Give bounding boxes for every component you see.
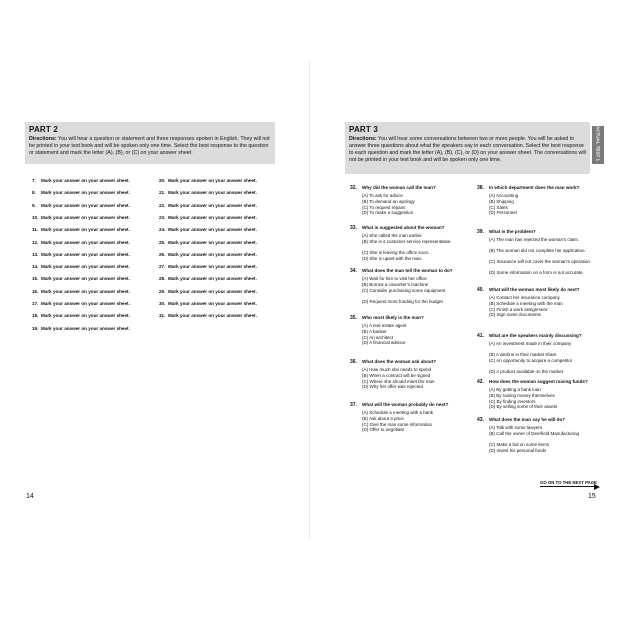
answer-text: Mark your answer on your answer sheet.	[41, 301, 130, 306]
question-text: What will the woman probably do next?	[362, 402, 449, 407]
answer-option: (B) The woman did not complete her application.	[489, 248, 586, 253]
answer-text: Mark your answer on your answer sheet.	[41, 239, 130, 245]
question-number: 42.	[477, 379, 484, 385]
question-text: What is suggested about the woman?	[362, 225, 445, 230]
answer-number: 13.	[32, 251, 39, 257]
answer-item	[32, 178, 130, 183]
answer-text: Mark your answer on your answer sheet.	[168, 227, 257, 233]
answer-text: Mark your answer on your answer sheet.	[41, 264, 130, 270]
answer-text: Mark your answer on your answer sheet.	[41, 214, 130, 220]
answer-text: Mark your answer on your answer sheet.	[168, 214, 257, 220]
answer-option: (B) Shipping	[489, 198, 514, 204]
answer-text: Mark your answer on your answer sheet.	[168, 251, 257, 257]
question-text: Why did the woman call the man?	[362, 185, 436, 190]
answer-number: 12.	[32, 239, 39, 245]
arrow-right-icon	[594, 484, 600, 490]
answer-option: (D) She is upset with the man.	[362, 255, 423, 261]
answer-item	[159, 301, 257, 306]
answer-option: (C) An architect	[362, 334, 394, 340]
question-text: What does the man tell the woman to do?	[362, 268, 453, 273]
answer-text: Mark your answer on your answer sheet.	[41, 227, 130, 233]
question-number: 37.	[350, 402, 357, 408]
answer-number: 28.	[159, 276, 166, 282]
question-number: 35.	[350, 315, 357, 321]
answer-option: (B) By raising money themselves	[489, 392, 555, 398]
answer-text: Mark your answer on your answer sheet.	[168, 276, 257, 282]
book-gutter	[309, 60, 310, 540]
answer-option: (A) Accounting	[489, 193, 519, 198]
question-number: 33.	[350, 225, 357, 231]
answer-option: (A) She called the man earlier.	[362, 233, 423, 238]
question-text: What are the speakers mainly discussing?	[489, 333, 582, 338]
question-number: 32.	[350, 185, 357, 191]
part3-directions-label: Directions:	[349, 136, 377, 142]
answer-text: Mark your answer on your answer sheet.	[41, 251, 130, 257]
answer-text: Mark your answer on your answer sheet.	[41, 276, 130, 282]
answer-number: 24.	[159, 227, 166, 233]
answer-number: 10.	[32, 214, 39, 220]
answer-text: Mark your answer on your answer sheet.	[41, 313, 130, 319]
answer-text: Mark your answer on your answer sheet.	[168, 190, 257, 196]
question-text: Who most likely is the man?	[362, 315, 424, 320]
answer-number: 25.	[159, 239, 166, 245]
answer-option: (C) She is leaving the office soon.	[362, 249, 430, 255]
answer-option: (C) An opportunity to acquire a competitor	[489, 357, 573, 363]
part2-directions-box	[25, 122, 275, 164]
answer-option: (A) An investment made in their company	[489, 341, 572, 346]
answer-item	[32, 203, 130, 208]
answer-option: (B) Call the owner of Deerfield Manufacturing	[489, 430, 580, 436]
answer-option: (A) The man has rejected the woman's claim.	[489, 237, 580, 242]
answer-item	[159, 313, 257, 318]
answer-text: Mark your answer on your answer sheet.	[41, 288, 130, 294]
answer-option: (C) Insurance will not cover the woman's operation.	[489, 259, 592, 264]
answer-option: (B) A decline in their market share	[489, 352, 557, 357]
question-number: 41.	[477, 333, 484, 339]
answer-option: (B) A banker	[362, 328, 387, 334]
answer-item	[159, 215, 257, 220]
question-text: What does the man say he will do?	[489, 417, 566, 422]
part3-title: PART 3	[349, 125, 379, 134]
answer-option: (D) Invest his personal funds	[489, 447, 547, 453]
answer-option: (C) By finding investors	[489, 398, 536, 404]
answer-option: (D) Some information on a form is not accurate.	[489, 270, 584, 275]
part2-directions	[29, 136, 271, 157]
answer-number: 20.	[159, 178, 166, 183]
part3-directions-box	[345, 122, 590, 174]
side-tab-label: ACTUAL TEST 1	[595, 126, 601, 161]
part3-directions	[349, 136, 586, 164]
answer-text: Mark your answer on your answer sheet.	[168, 301, 257, 306]
answer-option: (B) Schedule a meeting with the man	[489, 300, 563, 306]
answer-text: Mark your answer on your answer sheet.	[41, 202, 130, 208]
answer-item	[159, 203, 257, 208]
answer-item	[32, 227, 130, 232]
answer-option: (C) Sales	[489, 204, 508, 210]
answer-item	[159, 240, 257, 245]
answer-number: 18.	[32, 313, 39, 319]
question-text: How does the woman suggest raising funds?	[489, 379, 588, 384]
question-number: 38.	[477, 185, 484, 191]
answer-text: Mark your answer on your answer sheet.	[168, 202, 257, 208]
question-number: 43.	[477, 417, 484, 423]
part3-directions-text: You will hear some conversations between two or more people. You will be asked to answer three questions about what the speakers say in each conversation. Select the best response to each question and mark the letter (A), (B), (C), or (D) on your answer sheet. The conversations will not be printed in your test book and will be spoken only one time.	[349, 136, 586, 163]
answer-number: 14.	[32, 264, 39, 270]
part2-title: PART 2	[29, 125, 59, 134]
answer-item	[32, 276, 130, 281]
answer-option: (D) A financial advisor	[362, 340, 406, 346]
answer-item	[159, 178, 257, 183]
answer-number: 16.	[32, 288, 39, 294]
answer-item	[32, 264, 130, 269]
answer-option: (A) A real estate agent	[362, 323, 407, 328]
answer-text: Mark your answer on your answer sheet.	[168, 178, 257, 183]
answer-text: Mark your answer on your answer sheet.	[41, 190, 130, 196]
answer-item	[32, 215, 130, 220]
answer-text: Mark your answer on your answer sheet.	[168, 239, 257, 245]
answer-option: (A) Schedule a meeting with a bank	[362, 410, 434, 415]
answer-option: (C) Give the man some information	[362, 421, 433, 427]
answer-text: Mark your answer on your answer sheet.	[168, 288, 257, 294]
answer-option: (C) Where she should meet the man	[362, 378, 435, 384]
answer-number: 7.	[32, 178, 36, 183]
answer-option: (C) Consider purchasing some equipment	[362, 287, 446, 293]
answer-option: (A) Wait for him to visit her office	[362, 276, 427, 281]
part2-directions-text: You will hear a question or statement and three responses spoken in English. They will not be printed in your test book and will be spoken only one time. Select the best response to the question or statement and mark the letter (A), (B), or (C) on your answer sheet.	[29, 136, 270, 156]
answer-option: (C) To request repairs	[362, 204, 406, 210]
question-text: What does the woman ask about?	[362, 359, 437, 364]
question-text: What is the problem?	[489, 229, 536, 234]
answer-item	[32, 313, 130, 318]
side-tab	[592, 126, 604, 164]
answer-item	[159, 289, 257, 294]
answer-number: 31.	[159, 313, 166, 319]
answer-option: (B) She is a customer service representative.	[362, 238, 452, 244]
answer-option: (D) Request more funding for the budget	[362, 298, 443, 304]
answer-option: (B) Ask about a price	[362, 415, 404, 421]
answer-option: (D) Personnel	[489, 210, 517, 216]
question-number: 36.	[350, 359, 357, 365]
answer-item	[159, 227, 257, 232]
answer-number: 23.	[159, 214, 166, 220]
answer-option: (A) Contact her insurance company	[489, 295, 560, 300]
answer-option: (A) How much she needs to spend	[362, 367, 432, 372]
answer-number: 17.	[32, 301, 39, 306]
answer-option: (D) Sign some documents	[489, 312, 542, 318]
question-number: 39.	[477, 229, 484, 235]
answer-number: 11.	[32, 227, 39, 233]
answer-number: 8.	[32, 190, 36, 196]
answer-number: 30.	[159, 301, 166, 306]
answer-option: (D) To make a suggestion	[362, 210, 414, 216]
question-number: 40.	[477, 287, 484, 293]
answer-text: Mark your answer on your answer sheet.	[41, 178, 130, 183]
part2-directions-label: Directions:	[29, 136, 57, 142]
answer-option: (A) By getting a bank loan	[489, 387, 541, 392]
answer-text: Mark your answer on your answer sheet.	[168, 264, 257, 270]
answer-item	[159, 264, 257, 269]
answer-item	[159, 190, 257, 195]
answer-item	[159, 252, 257, 257]
go-on-label: GO ON TO THE NEXT PAGE	[540, 480, 597, 485]
question-text: In which department does the man work?	[489, 185, 580, 190]
page-number-left: 14	[26, 493, 34, 500]
go-on-underline	[540, 486, 596, 487]
answer-number: 27.	[159, 264, 166, 270]
question-number: 34.	[350, 268, 357, 274]
answer-number: 9.	[32, 202, 36, 208]
answer-number: 22.	[159, 202, 166, 208]
answer-number: 15.	[32, 276, 39, 282]
answer-text: Mark your answer on your answer sheet.	[41, 325, 130, 331]
answer-item	[32, 289, 130, 294]
question-text: What will the woman most likely do next?	[489, 287, 580, 292]
answer-item	[32, 252, 130, 257]
answer-option: (B) Borrow a coworker's machine	[362, 281, 429, 287]
answer-option: (D) Why her offer was rejected	[362, 384, 423, 390]
answer-option: (C) Finish a work assignment	[489, 306, 548, 312]
answer-option: (A) To ask for advice	[362, 193, 403, 198]
answer-text: Mark your answer on your answer sheet.	[168, 313, 257, 319]
answer-number: 26.	[159, 251, 166, 257]
answer-option: (B) To demand an apology	[362, 198, 415, 204]
answer-item	[32, 301, 130, 306]
answer-item	[32, 326, 130, 331]
answer-option: (A) Talk with some lawyers	[489, 425, 543, 430]
answer-number: 21.	[159, 190, 166, 196]
page-number-right: 15	[588, 493, 596, 500]
answer-number: 29.	[159, 288, 166, 294]
answer-option: (D) Offer to negotiate	[362, 427, 405, 433]
answer-item	[159, 276, 257, 281]
answer-option: (B) When a contract will be signed	[362, 372, 431, 378]
answer-item	[32, 240, 130, 245]
answer-number: 19.	[32, 325, 39, 331]
answer-option: (D) A product available on the market	[489, 368, 564, 374]
answer-option: (C) Make a bid on some items	[489, 441, 550, 447]
answer-option: (D) By selling some of their assets	[489, 404, 558, 410]
answer-item	[32, 190, 130, 195]
